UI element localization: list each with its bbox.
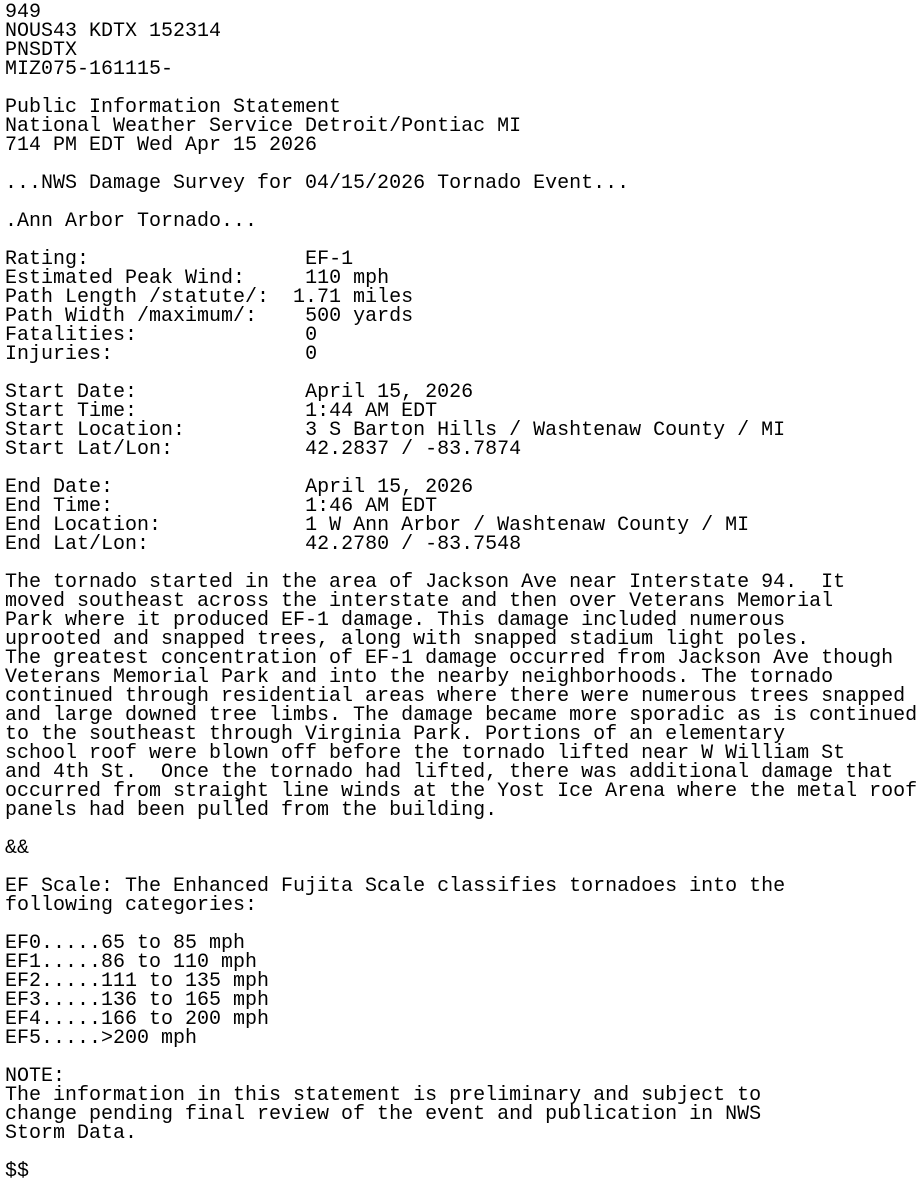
narrative-line: moved southeast across the interstate and then over Veterans Memorial	[5, 590, 834, 613]
narrative-line: school roof were blown off before the tornado lifted near W William St	[5, 742, 846, 765]
path-length-value: 1.71 miles	[293, 286, 414, 309]
ugc-code: MIZ075-161115-	[5, 58, 174, 81]
end-marker: $$	[5, 1160, 30, 1183]
section-separator: &&	[5, 837, 30, 860]
awips-id: PNSDTX	[5, 39, 78, 62]
note-label: NOTE:	[5, 1065, 66, 1088]
narrative-line: and 4th St. Once the tornado had lifted, there was additional damage that	[5, 761, 894, 784]
start-date-label: Start Date:	[5, 381, 306, 404]
ef-scale-item: EF0.....65 to 85 mph	[5, 932, 246, 955]
narrative-line: The tornado started in the area of Jackson Ave near Interstate 94. It	[5, 571, 846, 594]
end-date-label: End Date:	[5, 476, 306, 499]
peak-wind-label: Estimated Peak Wind:	[5, 267, 306, 290]
narrative-line: uprooted and snapped trees, along with snapped stadium light poles.	[5, 628, 810, 651]
fatalities-label: Fatalities:	[5, 324, 306, 347]
narrative-line: panels had been pulled from the building.	[5, 799, 498, 822]
narrative-line: occurred from straight line winds at the Yost Ice Arena where the metal roof	[5, 780, 918, 803]
start-location-label: Start Location:	[5, 419, 306, 442]
injuries-label: Injuries:	[5, 343, 306, 366]
issuing-office: National Weather Service Detroit/Pontiac MI	[5, 115, 522, 138]
ef-scale-intro-line: following categories:	[5, 894, 258, 917]
statement-title: Public Information Statement	[5, 96, 342, 119]
wmo-header: NOUS43 KDTX 152314	[5, 20, 222, 43]
start-time-value: 1:44 AM EDT	[305, 400, 438, 423]
rating-value: EF-1	[305, 248, 354, 271]
peak-wind-value: 110 mph	[305, 267, 390, 290]
ef-scale-item: EF2.....111 to 135 mph	[5, 970, 270, 993]
path-width-label: Path Width /maximum/:	[5, 305, 306, 328]
start-time-label: Start Time:	[5, 400, 306, 423]
end-time-label: End Time:	[5, 495, 306, 518]
ef-scale-item: EF4.....166 to 200 mph	[5, 1008, 270, 1031]
product-id: 949	[5, 1, 42, 24]
narrative-line: and large downed tree limbs. The damage became more sporadic as is continued	[5, 704, 918, 727]
end-latlon-value: 42.2780 / -83.7548	[305, 533, 522, 556]
narrative-line: continued through residential areas where there were numerous trees snapped	[5, 685, 906, 708]
start-location-value: 3 S Barton Hills / Washtenaw County / MI	[305, 419, 786, 442]
survey-heading: ...NWS Damage Survey for 04/15/2026 Tornado Event...	[5, 172, 630, 195]
end-latlon-label: End Lat/Lon:	[5, 533, 306, 556]
path-length-label: Path Length /statute/:	[5, 286, 294, 309]
narrative-line: The greatest concentration of EF-1 damage occurred from Jackson Ave though	[5, 647, 894, 670]
note-line: Storm Data.	[5, 1122, 138, 1145]
start-latlon-value: 42.2837 / -83.7874	[305, 438, 522, 461]
end-time-value: 1:46 AM EDT	[305, 495, 438, 518]
narrative-line: Veterans Memorial Park and into the nearby neighborhoods. The tornado	[5, 666, 834, 689]
ef-scale-intro-line: EF Scale: The Enhanced Fujita Scale classifies tornadoes into the	[5, 875, 786, 898]
fatalities-value: 0	[305, 324, 318, 347]
note-line: The information in this statement is preliminary and subject to	[5, 1084, 762, 1107]
issue-time: 714 PM EDT Wed Apr 15 2026	[5, 134, 318, 157]
narrative-line: to the southeast through Virginia Park. Portions of an elementary	[5, 723, 786, 746]
rating-label: Rating:	[5, 248, 306, 271]
note-line: change pending final review of the event and publication in NWS	[5, 1103, 762, 1126]
ef-scale-item: EF3.....136 to 165 mph	[5, 989, 270, 1012]
start-latlon-label: Start Lat/Lon:	[5, 438, 306, 461]
path-width-value: 500 yards	[305, 305, 414, 328]
narrative-line: Park where it produced EF-1 damage. This damage included numerous	[5, 609, 786, 632]
end-date-value: April 15, 2026	[305, 476, 474, 499]
end-location-value: 1 W Ann Arbor / Washtenaw County / MI	[305, 514, 750, 537]
end-location-label: End Location:	[5, 514, 306, 537]
start-date-value: April 15, 2026	[305, 381, 474, 404]
injuries-value: 0	[305, 343, 318, 366]
tornado-heading: .Ann Arbor Tornado...	[5, 210, 258, 233]
ef-scale-item: EF1.....86 to 110 mph	[5, 951, 258, 974]
ef-scale-item: EF5.....>200 mph	[5, 1027, 198, 1050]
